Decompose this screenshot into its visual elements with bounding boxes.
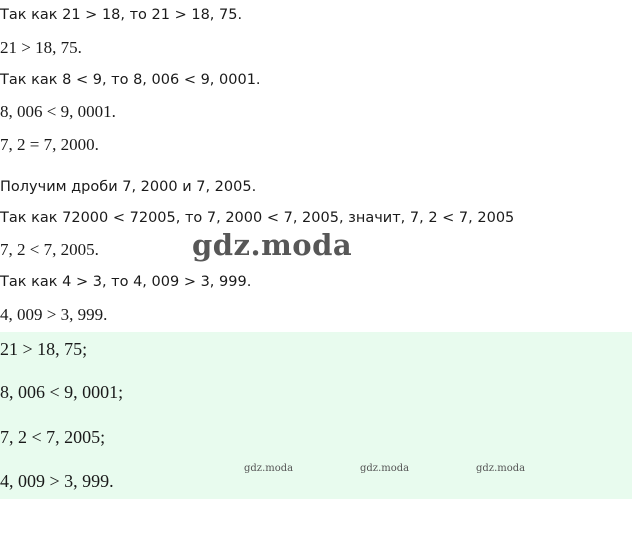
watermark-small: gdz.moda bbox=[360, 463, 410, 474]
watermark-small: gdz.moda bbox=[476, 463, 526, 474]
answer-box bbox=[0, 332, 632, 499]
solution-line: 7, 2 < 7, 2005. bbox=[0, 240, 99, 259]
solution-line: 7, 2 = 7, 2000. bbox=[0, 135, 99, 154]
solution-line: Получим дроби 7, 2000 и 7, 2005. bbox=[0, 179, 257, 195]
solution-line: 21 > 18, 75. bbox=[0, 38, 82, 57]
answer-line: 4, 009 > 3, 999. bbox=[0, 471, 114, 491]
solution-line: Так как 4 > 3, то 4, 009 > 3, 999. bbox=[0, 274, 252, 290]
solution-line: 4, 009 > 3, 999. bbox=[0, 305, 108, 324]
watermark-logo: gdz.moda bbox=[192, 228, 353, 262]
answer-line: 21 > 18, 75; bbox=[0, 339, 88, 359]
answer-line: 7, 2 < 7, 2005; bbox=[0, 427, 106, 447]
solution-line: Так как 72000 < 72005, то 7, 2000 < 7, 2005, значит, 7, 2 < 7, 2005 bbox=[0, 210, 515, 226]
answer-line: 8, 006 < 9, 0001; bbox=[0, 382, 124, 402]
watermark-small: gdz.moda bbox=[244, 463, 294, 474]
solution-line: Так как 8 < 9, то 8, 006 < 9, 0001. bbox=[0, 72, 261, 88]
solution-line: 8, 006 < 9, 0001. bbox=[0, 102, 116, 121]
solution-line: Так как 21 > 18, то 21 > 18, 75. bbox=[0, 7, 243, 23]
